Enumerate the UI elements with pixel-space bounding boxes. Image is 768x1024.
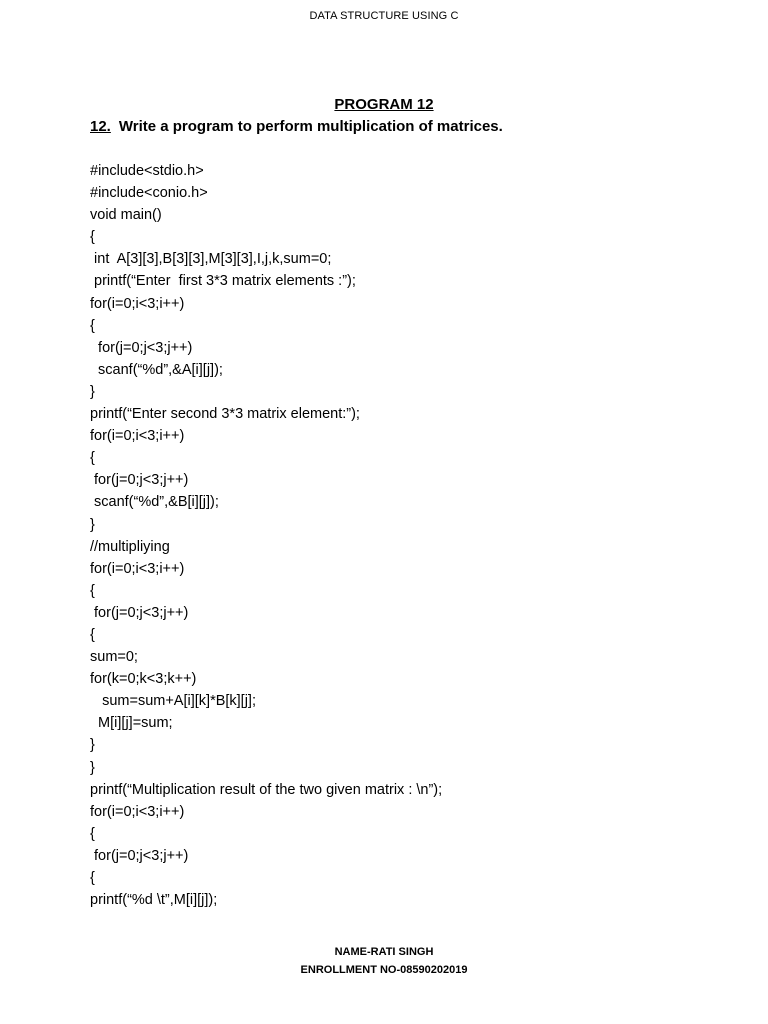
- page-header: DATA STRUCTURE USING C: [309, 10, 459, 22]
- student-name: NAME-RATI SINGH: [334, 946, 434, 958]
- enrollment-number: ENROLLMENT NO-08590202019: [300, 964, 468, 976]
- code-line: }: [90, 383, 95, 400]
- code-line: sum=sum+A[i][k]*B[k][j];: [90, 693, 256, 710]
- code-line: void main(): [90, 207, 162, 224]
- code-line: {: [90, 582, 95, 599]
- code-line: sum=0;: [90, 649, 138, 666]
- code-line: }: [90, 516, 95, 533]
- code-line: printf(“%d \t”,M[i][j]);: [90, 892, 218, 909]
- code-line: M[i][j]=sum;: [90, 715, 173, 732]
- question: [90, 118, 730, 135]
- code-line: for(j=0;j<3;j++): [90, 604, 189, 621]
- code-line: {: [90, 450, 95, 467]
- code-line: {: [90, 626, 95, 643]
- code-line: printf(“Enter first 3*3 matrix elements :”);: [90, 273, 356, 290]
- question-number: 12.: [90, 118, 111, 135]
- code-line: }: [90, 737, 95, 754]
- code-line: for(j=0;j<3;j++): [90, 847, 189, 864]
- question-text: Write a program to perform multiplication of matrices.: [118, 118, 503, 135]
- code-line: {: [90, 870, 95, 886]
- code-line: for(k=0;k<3;k++): [90, 671, 197, 688]
- code-line: {: [90, 229, 95, 246]
- program-title: PROGRAM 12: [334, 96, 434, 113]
- code-line: //multipliying: [90, 538, 170, 555]
- code-line: for(j=0;j<3;j++): [90, 339, 193, 356]
- code-line: printf(“Multiplication result of the two given matrix : \n”);: [90, 781, 443, 798]
- code-line: #include<conio.h>: [90, 185, 208, 202]
- code-line: for(j=0;j<3;j++): [90, 472, 189, 489]
- page-footer: [0, 943, 768, 979]
- code-line: scanf(“%d”,&A[i][j]);: [90, 361, 223, 378]
- code-line: printf(“Enter second 3*3 matrix element:”);: [90, 406, 360, 423]
- code-line: for(i=0;i<3;i++): [90, 295, 185, 312]
- code-line: scanf(“%d”,&B[i][j]);: [90, 494, 219, 511]
- code-line: for(i=0;i<3;i++): [90, 428, 185, 445]
- code-line: #include<stdio.h>: [90, 163, 204, 179]
- code-line: int A[3][3],B[3][3],M[3][3],I,j,k,sum=0;: [90, 251, 332, 268]
- code-line: for(i=0;i<3;i++): [90, 803, 185, 820]
- code-line: for(i=0;i<3;i++): [90, 560, 185, 577]
- code-line: {: [90, 825, 95, 842]
- code-line: }: [90, 759, 95, 776]
- code-block: [90, 160, 730, 911]
- code-line: {: [90, 317, 95, 334]
